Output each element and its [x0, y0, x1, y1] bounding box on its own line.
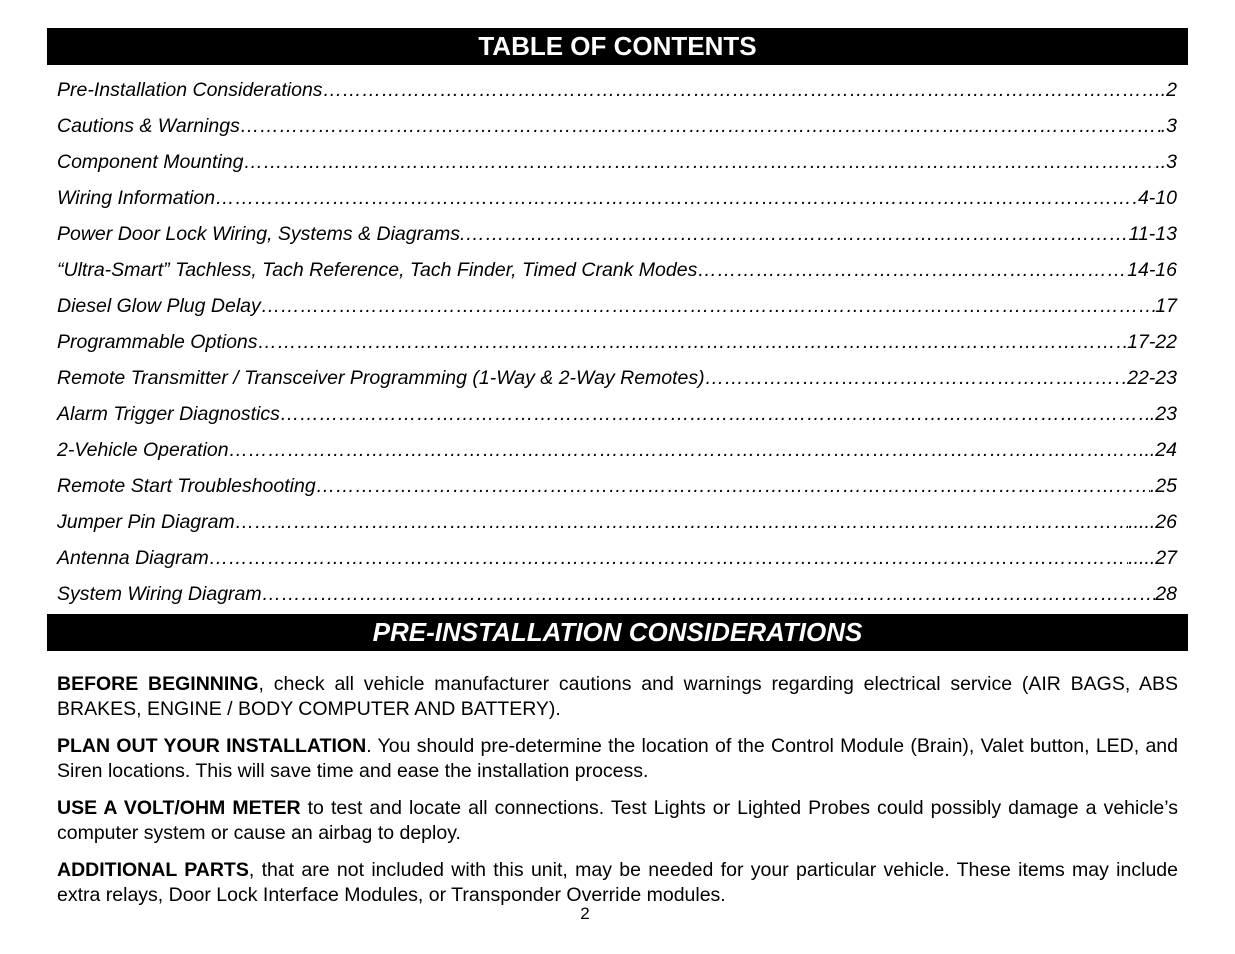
toc-entry[interactable]: [57, 72, 1177, 108]
toc-entry-title: System Wiring Diagram: [57, 583, 262, 605]
toc-leader-dots: [705, 360, 1122, 396]
paragraph-before-beginning: [57, 672, 1178, 722]
toc-entry-title: Cautions & Warnings: [57, 115, 240, 137]
toc-entry-page: .4-10: [1132, 187, 1177, 209]
toc-entry-page: .3: [1160, 115, 1177, 137]
toc-entry-page: 28: [1155, 583, 1177, 605]
toc-entry-title: Remote Start Troubleshooting: [57, 475, 316, 497]
toc-list: [57, 72, 1177, 612]
toc-leader-dots: [262, 576, 1156, 612]
toc-entry-title: “Ultra-Smart” Tachless, Tach Reference, Tach Finder, Timed Crank Modes: [57, 259, 698, 281]
toc-leader-dots: [465, 216, 1128, 252]
toc-entry-page: 11-13: [1128, 223, 1177, 245]
pre-installation-heading: PRE-INSTALLATION CONSIDERATIONS: [47, 614, 1188, 651]
toc-entry[interactable]: [57, 108, 1177, 144]
paragraph-lead: PLAN OUT YOUR INSTALLATION: [57, 735, 367, 757]
toc-entry-title: Wiring Information: [57, 187, 216, 209]
toc-entry[interactable]: [57, 540, 1177, 576]
toc-leader-dots: [209, 540, 1128, 576]
toc-entry[interactable]: [57, 360, 1177, 396]
toc-entry-page: 17-22: [1127, 331, 1177, 353]
toc-leader-dots: [261, 288, 1156, 324]
toc-leader-dots: [316, 468, 1150, 504]
toc-entry-title: Remote Transmitter / Transceiver Programming (1-Way & 2-Way Remotes): [57, 367, 705, 389]
toc-entry-title: Pre-Installation Considerations: [57, 79, 323, 101]
toc-leader-dots: [240, 108, 1161, 144]
paragraph-text: , check all vehicle manufacturer cautions and warnings regarding electrical service (AIR BAGS, ABS BRAKES, ENGINE / BODY COMPUTER AND BATTERY).: [57, 673, 1178, 720]
toc-heading: TABLE OF CONTENTS: [47, 28, 1188, 65]
pre-installation-body: [57, 672, 1178, 920]
page-number: 2: [580, 904, 590, 923]
toc-entry-page: 17: [1155, 295, 1177, 317]
paragraph-plan-installation: [57, 734, 1178, 784]
toc-leader-dots: [235, 504, 1128, 540]
toc-entry-page: .23: [1149, 403, 1177, 425]
toc-entry-page: .....27: [1128, 547, 1177, 569]
paragraph-text: to test and locate all connections. Test Lights or Lighted Probes could possibly damage a vehicle’s computer system or cause an airbag to deploy.: [57, 797, 1178, 844]
toc-entry[interactable]: [57, 288, 1177, 324]
toc-entry[interactable]: [57, 324, 1177, 360]
toc-entry-page: ..24: [1144, 439, 1177, 461]
toc-entry-page: .22-23: [1121, 367, 1177, 389]
toc-entry[interactable]: [57, 252, 1177, 288]
toc-entry[interactable]: [57, 468, 1177, 504]
toc-entry[interactable]: [57, 396, 1177, 432]
toc-entry-title: Programmable Options: [57, 331, 258, 353]
toc-entry-page: ..3: [1155, 151, 1177, 173]
toc-entry[interactable]: [57, 432, 1177, 468]
toc-leader-dots: [697, 252, 1127, 288]
toc-leader-dots: [258, 324, 1128, 360]
toc-leader-dots: [280, 396, 1150, 432]
toc-entry-title: Power Door Lock Wiring, Systems & Diagrams.: [57, 223, 466, 245]
toc-entry[interactable]: [57, 576, 1177, 612]
toc-entry-page: .25: [1149, 475, 1177, 497]
toc-entry-title: Antenna Diagram: [57, 547, 209, 569]
paragraph-text: , that are not included with this unit, may be needed for your particular vehicle. These items may include extra relays, Door Lock Interface Modules, or Transponder Override modules.: [57, 859, 1178, 906]
toc-entry-title: 2-Vehicle Operation: [57, 439, 229, 461]
paragraph-lead: ADDITIONAL PARTS: [57, 859, 249, 881]
paragraph-lead: USE A VOLT/OHM METER: [57, 797, 301, 819]
toc-leader-dots: [323, 72, 1161, 108]
toc-entry-title: Jumper Pin Diagram: [57, 511, 235, 533]
paragraph-text: . You should pre-determine the location of the Control Module (Brain), Valet button, LED, and Siren locations. This will save time and ease the installation process.: [57, 735, 1178, 782]
toc-entry[interactable]: [57, 216, 1177, 252]
toc-entry-page: .....26: [1128, 511, 1177, 533]
paragraph-lead: BEFORE BEGINNING: [57, 673, 259, 695]
toc-leader-dots: [215, 180, 1132, 216]
toc-entry-page: 14-16: [1127, 259, 1177, 281]
toc-entry-title: Alarm Trigger Diagnostics: [57, 403, 280, 425]
paragraph-volt-ohm-meter: [57, 796, 1178, 846]
toc-leader-dots: [243, 144, 1155, 180]
toc-entry-page: .2: [1160, 79, 1177, 101]
toc-entry-title: Diesel Glow Plug Delay: [57, 295, 261, 317]
paragraph-additional-parts: [57, 858, 1178, 908]
toc-entry[interactable]: [57, 504, 1177, 540]
toc-leader-dots: [229, 432, 1145, 468]
toc-entry[interactable]: [57, 180, 1177, 216]
toc-entry[interactable]: [57, 144, 1177, 180]
toc-entry-title: Component Mounting: [57, 151, 244, 173]
